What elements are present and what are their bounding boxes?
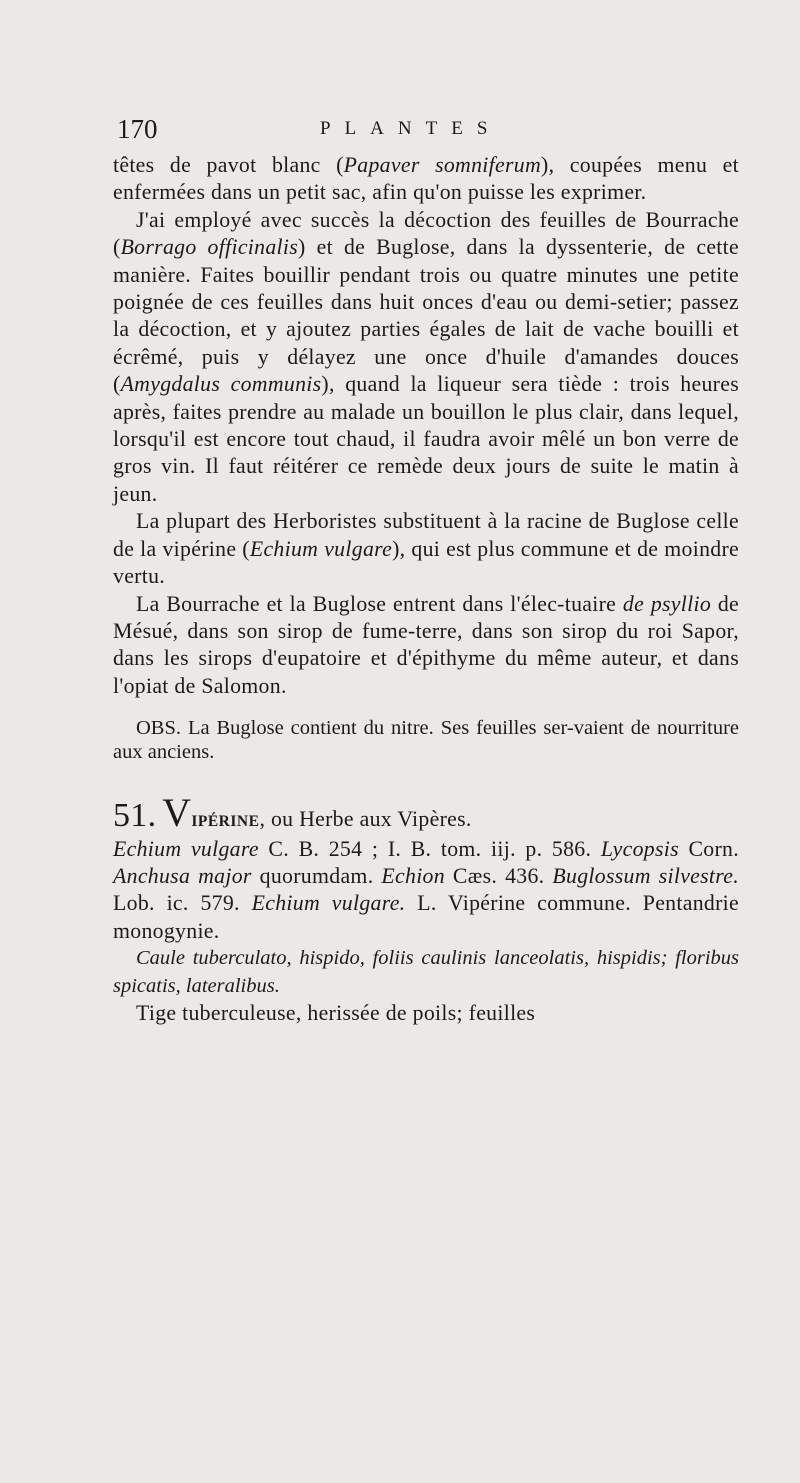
text-run: ) et de Buglose, dans la dyssenterie, de cette manière. Faites bouillir pendant trois ou quatre minutes une petite poignée de ces feuilles dans huit onces d'eau ou demi-setier; passez la décoction, et y ajoutez parties égales de lait de vache bouilli et écrêmé, puis y délayez une once d'huile d'amandes douces (: [113, 235, 739, 397]
section-heading-rest: , ou Herbe aux Vipères.: [259, 807, 472, 832]
page-header: [113, 114, 743, 144]
text-run: La Bourrache et la Buglose entrent dans l'élec-tuaire: [136, 591, 623, 616]
text-run: J'ai employé avec succès la décoction des feuilles de Bourrache (: [113, 207, 739, 260]
text-run: ), quand la liqueur sera tiède : trois heures après, faites prendre au malade un bouillon le plus clair, dans lequel, lorsqu'il est encore tout chaud, il faudra avoir mêlé un bon verre de gros vin. Il faut réitérer ce remède deux jours de suite le matin à jeun.: [113, 372, 739, 506]
synonym-ref: quorumdam.: [251, 863, 382, 888]
latin-name: Papaver somniferum: [343, 153, 542, 177]
section-number: 51.: [113, 797, 157, 835]
synonym-name: Echium vulgare.: [251, 891, 406, 916]
section-heading: IPÉRINE: [191, 813, 260, 831]
synonym-name: Buglossum silvestre.: [552, 863, 739, 888]
text-run: La plupart des Herboristes substituent à la racine de Buglose celle de la vipérine (: [113, 509, 739, 561]
paragraph-4: [113, 591, 739, 701]
latin-description: Caule tuberculato, hispido, foliis caulinis lanceolatis, hispidis; floribus spicatis, lateralibus.: [113, 947, 739, 997]
synonym-name: Echium vulgare: [113, 836, 259, 861]
page-number: 170: [117, 114, 158, 144]
synonym-ref: L. Vipérine commune. Pentandrie monogynie.: [113, 891, 739, 943]
latin-name: Echium vulgare: [249, 536, 393, 561]
section-initial: V: [162, 790, 192, 836]
body-text: [113, 152, 739, 1027]
paragraph-3: [113, 508, 739, 590]
text-run: têtes de pavot blanc (: [113, 153, 344, 177]
synonym-ref: Corn.: [678, 836, 740, 861]
synonym-ref: C. B. 254 ; I. B. tom. iij. p. 586.: [258, 836, 601, 861]
paragraph-1: [113, 152, 739, 207]
paragraph-2: [113, 207, 739, 508]
latin-name: Borrago officinalis: [120, 235, 299, 260]
text-run: de Mésué, dans son sirop de fume-terre, dans son sirop du roi Sapor, dans les sirops d'eupatoire et d'épithyme du même auteur, et dans l'opiat de Salomon.: [113, 591, 739, 698]
text-run: ), coupées menu et enfermées dans un petit sac, afin qu'on puisse les exprimer.: [113, 153, 739, 205]
latin-name: Amygdalus communis: [120, 372, 322, 397]
latin-name: de psyllio: [622, 591, 712, 616]
text-run: ), qui est plus commune et de moindre vertu.: [113, 536, 740, 589]
observation-note: OBS. La Buglose contient du nitre. Ses feuilles ser-vaient de nourriture aux anciens.: [113, 717, 739, 764]
running-title: PLANTES: [320, 118, 502, 139]
synonym-name: Anchusa major: [113, 863, 252, 888]
synonym-ref: Lob. ic. 579.: [113, 891, 252, 916]
french-description: Tige tuberculeuse, herissée de poils; feuilles: [136, 1000, 536, 1025]
section-entry: [113, 790, 740, 945]
synonym-ref: Cæs. 436.: [444, 863, 553, 888]
synonym-name: Lycopsis: [600, 836, 679, 861]
synonym-name: Echion: [381, 863, 445, 888]
